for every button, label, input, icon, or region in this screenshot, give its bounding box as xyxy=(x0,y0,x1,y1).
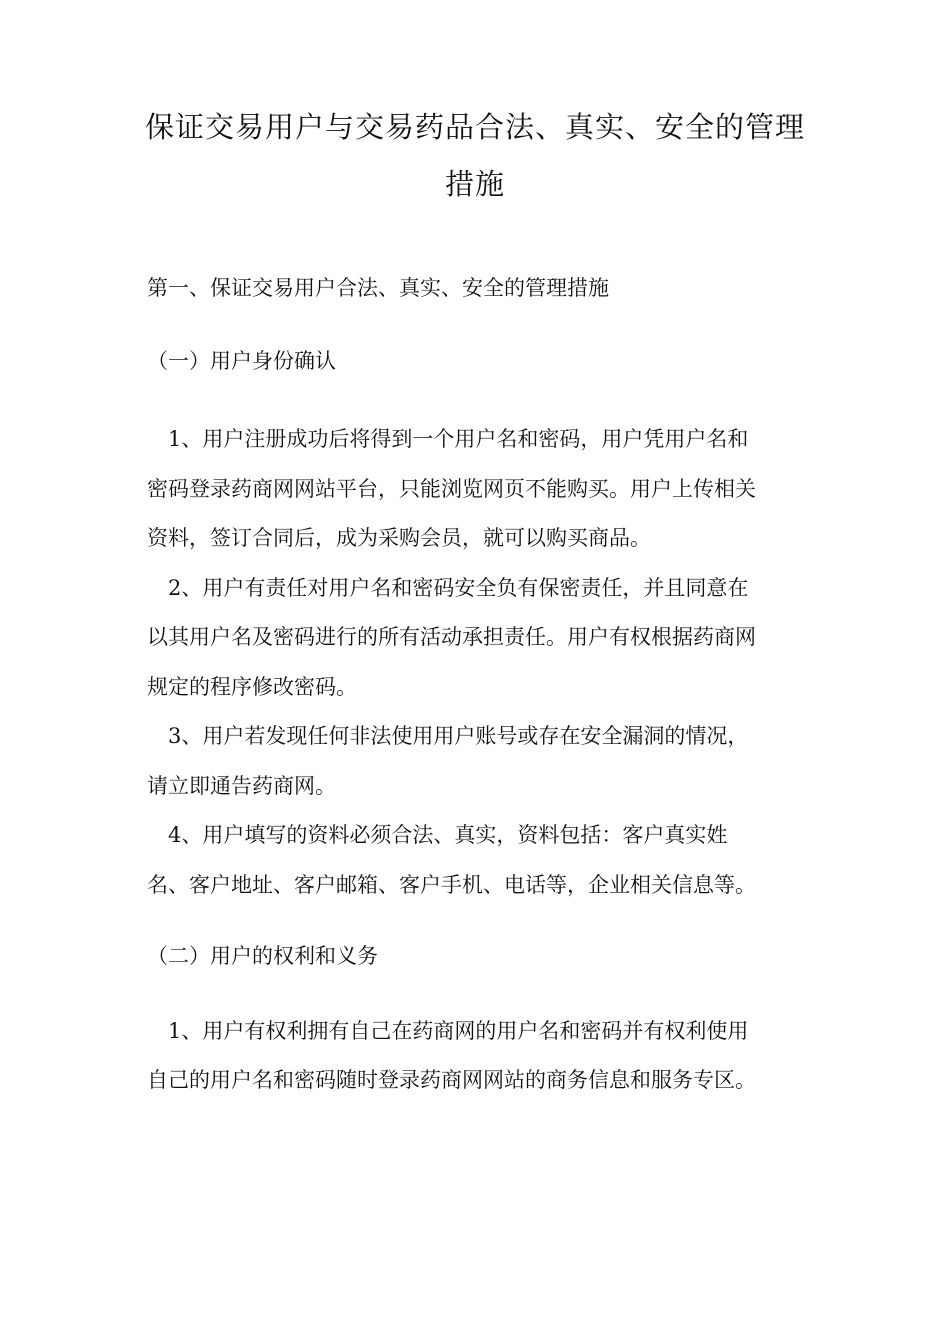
paragraph-line: 2、用户有责任对用户名和密码安全负有保密责任，并且同意在 xyxy=(147,576,749,600)
paragraph-line: 3、用户若发现任何非法使用用户账号或存在安全漏洞的情况， xyxy=(147,724,749,748)
paragraph-line: 资料，签订合同后，成为采购会员，就可以购买商品。 xyxy=(147,526,651,550)
paragraph-line: 规定的程序修改密码。 xyxy=(147,675,357,699)
paragraph-line: 名、客户地址、客户邮箱、客户手机、电话等，企业相关信息等。 xyxy=(147,873,756,897)
document-title-line-1: 保证交易用户与交易药品合法、真实、安全的管理 xyxy=(144,110,805,144)
document-title-line-2: 措施 xyxy=(444,167,505,201)
paragraph-line: 以其用户名及密码进行的所有活动承担责任。用户有权根据药商网 xyxy=(147,625,756,649)
paragraph-line: 4、用户填写的资料必须合法、真实，资料包括：客户真实姓 xyxy=(147,823,728,847)
paragraph-line: 请立即通告药商网。 xyxy=(147,774,336,798)
paragraph-line: 自己的用户名和密码随时登录药商网网站的商务信息和服务专区。 xyxy=(147,1068,756,1092)
paragraph-line: 密码登录药商网网站平台，只能浏览网页不能购买。用户上传相关 xyxy=(147,477,756,501)
paragraph-line: 1、用户有权利拥有自己在药商网的用户名和密码并有权利使用 xyxy=(147,1019,749,1043)
paragraph-line: 1、用户注册成功后将得到一个用户名和密码，用户凭用户名和 xyxy=(147,427,749,451)
section-1-heading: 第一、保证交易用户合法、真实、安全的管理措施 xyxy=(147,276,609,300)
subsection-2-heading: （二）用户的权利和义务 xyxy=(147,944,378,968)
subsection-1-heading: （一）用户身份确认 xyxy=(147,349,336,373)
